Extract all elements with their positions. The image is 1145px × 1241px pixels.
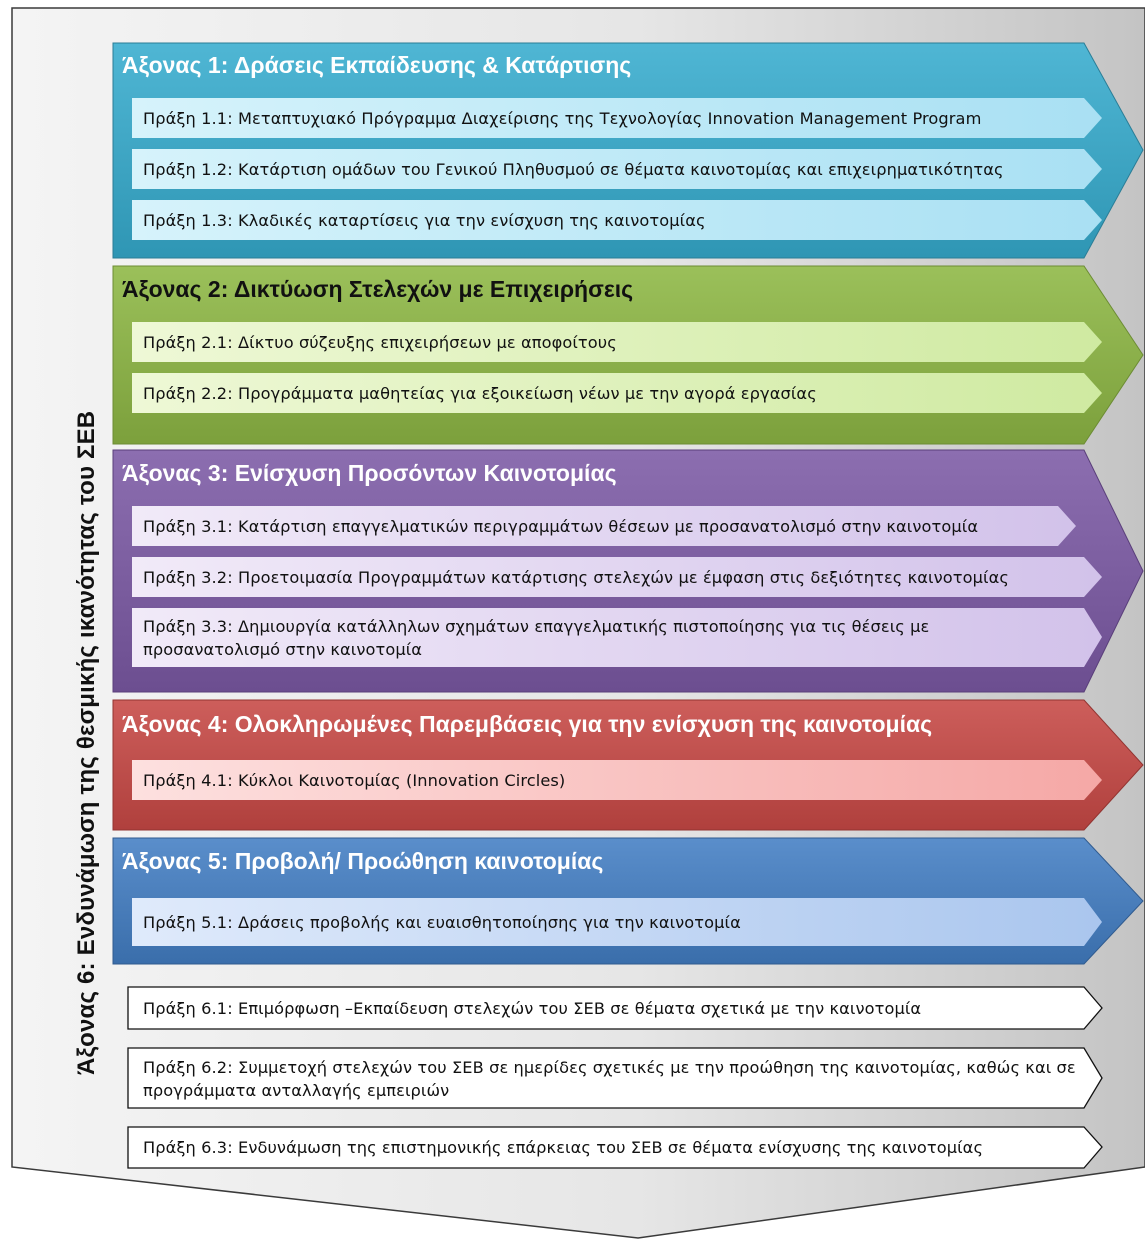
axis2-title: Άξονας 2: Δικτύωση Στελεχών με Επιχειρήσεις (122, 276, 634, 302)
action-6-3-text: Πράξη 6.3: Ενδυνάμωση της επιστημονικής επάρκειας του ΣΕΒ σε θέματα ενίσχυσης της καινοτομίας (143, 1138, 984, 1157)
action-2-2-text: Πράξη 2.2: Προγράμματα μαθητείας για εξοικείωση νέων με την αγορά εργασίας (143, 384, 817, 403)
axis5-title: Άξονας 5: Προβολή/ Προώθηση καινοτομίας (122, 848, 604, 874)
axis3-title: Άξονας 3: Ενίσχυση Προσόντων Καινοτομίας (122, 460, 617, 486)
action-6-2-text: Πράξη 6.2: Συμμετοχή στελεχών του ΣΕΒ σε ημερίδες σχετικές με την προώθηση της καινοτομίας, καθώς και σε προγράμματα ανταλλαγής εμπειριών (143, 1058, 1076, 1100)
action-4-1-text: Πράξη 4.1: Κύκλοι Καινοτομίας (Innovation Circles) (143, 771, 566, 790)
action-1-2-text: Πράξη 1.2: Κατάρτιση ομάδων του Γενικού Πληθυσμού σε θέματα καινοτομίας και επιχειρηματικότητας (143, 160, 1004, 179)
action-3-1-text: Πράξη 3.1: Κατάρτιση επαγγελματικών περιγραμμάτων θέσεων με προσανατολισμό στην καινοτομία (143, 517, 979, 536)
axis1-title: Άξονας 1: Δράσεις Εκπαίδευσης & Κατάρτισης (122, 52, 632, 78)
action-3-2-text: Πράξη 3.2: Προετοιμασία Προγραμμάτων κατάρτισης στελεχών με έμφαση στις δεξιότητες καινοτομίας (143, 568, 1009, 587)
axis6-title: Άξονας 6: Ενδυνάμωση της θεσμικής ικανότητας του ΣΕΒ (73, 410, 100, 1075)
action-6-1-text: Πράξη 6.1: Επιμόρφωση –Εκπαίδευση στελεχών του ΣΕΒ σε θέματα σχετικά με την καινοτομία (143, 999, 922, 1018)
action-5-1-text: Πράξη 5.1: Δράσεις προβολής και ευαισθητοποίησης για την καινοτομία (143, 913, 741, 932)
axis4-title: Άξονας 4: Ολοκληρωμένες Παρεμβάσεις για την ενίσχυση της καινοτομίας (122, 711, 933, 737)
action-1-1-text: Πράξη 1.1: Μεταπτυχιακό Πρόγραμμα Διαχείρισης της Τεχνολογίας Innovation Management Program (143, 109, 982, 128)
action-3-3-text: Πράξη 3.3: Δημιουργία κατάλληλων σχημάτων επαγγελματικής πιστοποίησης για τις θέσεις με προσανατολισμό στην καινοτομία (143, 617, 930, 659)
action-1-3-text: Πράξη 1.3: Κλαδικές καταρτίσεις για την ενίσχυση της καινοτομίας (143, 211, 706, 230)
action-2-1-text: Πράξη 2.1: Δίκτυο σύζευξης επιχειρήσεων με αποφοίτους (143, 333, 617, 352)
